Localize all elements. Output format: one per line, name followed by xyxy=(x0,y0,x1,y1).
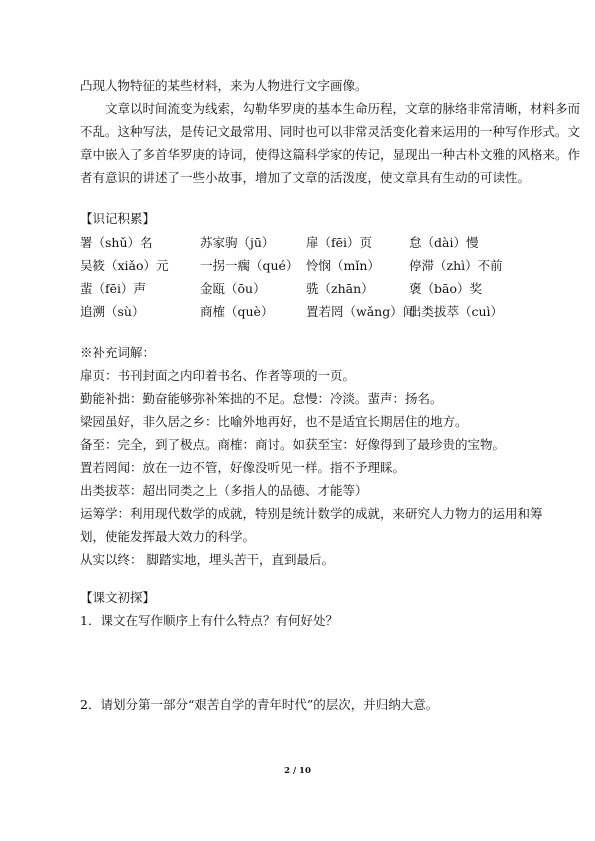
vocab-item: 一拐一瘸（qué） xyxy=(200,258,299,273)
vocab-item: 署（shǔ）名 xyxy=(80,235,153,250)
definition-line: 勤能补拙：勤奋能够弥补笨拙的不足。怠慢：冷淡。蜚声：扬名。 xyxy=(80,391,443,406)
vocab-item: 𬳽（zhān） xyxy=(306,281,374,296)
intro-line: 文章以时间流变为线索，勾勒华罗庚的基本生命历程，文章的脉络非常清晰，材料多而 xyxy=(105,101,581,116)
vocab-item: 出类拔萃（cuì） xyxy=(409,304,504,319)
intro-line: 者有意识的讲述了一些小故事，增加了文章的活泼度，使文章具有生动的可读性。 xyxy=(80,170,531,185)
definition-line: 划，使能发挥最大效力的科学。 xyxy=(80,529,256,544)
definition-line: 出类拔萃：超出同类之上（多指人的品德、才能等） xyxy=(80,483,368,498)
vocab-item: 怜悯（mǐn） xyxy=(306,258,380,273)
question-1: 1．课文在写作顺序上有什么特点？有何好处？ xyxy=(80,613,338,628)
vocab-item: 蜚（fēi）声 xyxy=(80,281,147,296)
definition-line: 置若罔闻：放在一边不管，好像没听见一样。指不予理睬。 xyxy=(80,460,406,475)
definition-line: 备至：完全，到了极点。商榷：商讨。如获至宝：好像得到了最珍贵的宝物。 xyxy=(80,437,506,452)
vocab-item: 停滞（zhì）不前 xyxy=(409,258,503,273)
definition-line: 运筹学：利用现代数学的成就，特别是统计数学的成就，来研究人力物力的运用和筹 xyxy=(80,506,543,521)
definition-line: 梁园虽好，非久居之乡：比喻外地再好，也不是适宜长期居住的地方。 xyxy=(80,414,468,429)
definition-line: 扉页：书刊封面之内印着书名、作者等项的一页。 xyxy=(80,368,356,383)
definition-line: 从实以终： 脚踏实地，埋头苦干，直到最后。 xyxy=(80,552,334,567)
vocab-item: 怠（dài）慢 xyxy=(409,235,479,250)
page-number: 2 / 10 xyxy=(284,766,311,776)
intro-line: 不乱。这种写法，是传记文最常用、同时也可以非常灵活变化着来运用的一种写作形式。文 xyxy=(80,124,581,139)
vocab-item: 追溯（sù） xyxy=(80,304,145,319)
vocab-heading: 【识记积累】 xyxy=(80,211,156,226)
vocab-item: 商榷（què） xyxy=(200,304,274,319)
intro-line: 凸现人物特征的某些材料，来为人物进行文字画像。 xyxy=(80,78,368,93)
vocab-item: 金瓯（ōu） xyxy=(200,281,266,296)
intro-line: 章中嵌入了多首华罗庚的诗词，使得这篇科学家的传记，显现出一种古朴文雅的风格来。作 xyxy=(80,147,581,162)
vocab-item: 吴筱（xiǎo）元 xyxy=(80,258,169,273)
supplement-heading: ※补充词解： xyxy=(80,345,156,360)
vocab-item: 置若罔（wǎng）闻 xyxy=(306,304,416,319)
lesson-heading: 【课文初探】 xyxy=(80,590,156,605)
question-2: 2．请划分第一部分“艰苦自学的青年时代”的层次，并归纳大意。 xyxy=(80,697,439,712)
vocab-item: 苏家驹（jū） xyxy=(200,235,275,250)
vocab-item: 褒（bāo）奖 xyxy=(409,281,482,296)
vocab-item: 扉（fēi）页 xyxy=(306,235,373,250)
